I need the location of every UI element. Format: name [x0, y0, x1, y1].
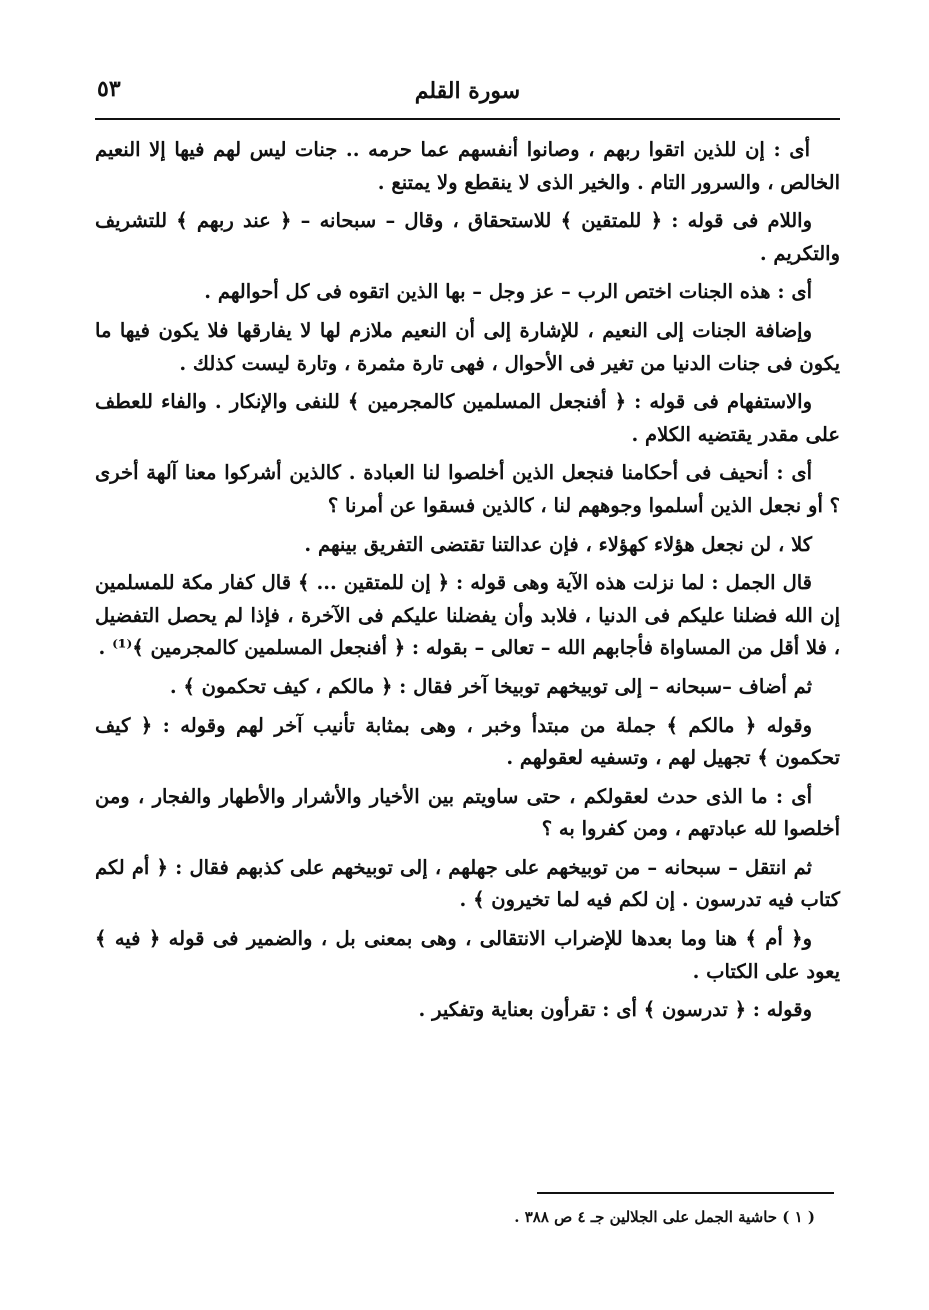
paragraph: أى : هذه الجنات اختص الرب – عز وجل – بها الذين اتقوه فى كل أحوالهم .: [204, 280, 812, 304]
paragraph: أى : إن للذين اتقوا ربهم ، وصانوا أنفسهم عما حرمه .. جنات ليس لهم فيها إلا النعيم الخالص ، والسرور التام . والخير الذى لا ينقطع ولا يمتنع .: [95, 138, 840, 194]
page-header: [95, 72, 840, 116]
paragraph: واللام فى قوله : ﴿ للمتقين ﴾ للاستحقاق ، وقال – سبحانه – ﴿ عند ربهم ﴾ للتشريف والتكريم .: [95, 209, 840, 265]
paragraph: أى : أنحيف فى أحكامنا فنجعل الذين أخلصوا لنا العبادة . كالذين أشركوا معنا آلهة أخرى ؟ أو نجعل الذين أسلموا وجوههم لنا ، كالذين فسقوا عن أمرنا ؟: [95, 461, 840, 517]
paragraph: والاستفهام فى قوله : ﴿ أفنجعل المسلمين كالمجرمين ﴾ للنفى والإنكار . والفاء للعطف على مقدر يقتضيه الكلام .: [95, 390, 840, 446]
body-text: [95, 134, 840, 1033]
footnote-rule: [537, 1192, 834, 1194]
header-rule: [95, 118, 840, 120]
page-number: ٥٣: [97, 76, 121, 102]
paragraph: ثم أضاف –سبحانه – إلى توبيخهم توبيخا آخر فقال : ﴿ مالكم ، كيف تحكمون ﴾ .: [169, 674, 812, 698]
paragraph: وقوله ﴿ مالكم ﴾ جملة من مبتدأ وخبر ، وهى بمثابة تأنيب آخر لهم وقوله : ﴿ كيف تحكمون ﴾ تجهيل لهم ، وتسفيه لعقولهم .: [95, 713, 840, 770]
paragraph: و﴿ أم ﴾ هنا وما بعدها للإضراب الانتقالى ، وهى بمعنى بل ، والضمير فى قوله ﴿ فيه ﴾ يعود على الكتاب .: [95, 927, 840, 983]
paragraph: كلا ، لن نجعل هؤلاء كهؤلاء ، فإن عدالتنا تقتضى التفريق بينهم .: [304, 532, 812, 556]
paragraph: أى : ما الذى حدث لعقولكم ، حتى ساويتم بين الأخيار والأشرار والأطهار والفجار ، ومن أخلصوا لله عبادتهم ، ومن كفروا به ؟: [95, 784, 840, 841]
footnote: ( ١ ) حاشية الجمل على الجلالين جـ ٤ ص ٣٨٨ .: [514, 1208, 815, 1226]
running-title: سورة القلم: [414, 78, 521, 104]
paragraph: ثم انتقل – سبحانه – من توبيخهم على جهلهم ، إلى توبيخهم على كذبهم فقال : ﴿ أم لكم كتاب فيه تدرسون . إن لكم فيه لما تخيرون ﴾ .: [95, 855, 840, 912]
paragraph: قال الجمل : لما نزلت هذه الآية وهى قوله : ﴿ إن للمتقين ... ﴾ قال كفار مكة للمسلمين إن الله فضلنا عليكم فى الدنيا ، فلابد وأن يفضلنا عليكم فى الآخرة ، فإذا لم يحصل التفضيل ، فلا أقل من المساواة فأجابهم الله – تعالى – بقوله : ﴿ أفنجعل المسلمين كالمجرمين ﴾⁽¹⁾ .: [95, 571, 840, 660]
paragraph: وقوله : ﴿ تدرسون ﴾ أى : تقرأون بعناية وتفكير .: [418, 998, 812, 1022]
paragraph: وإضافة الجنات إلى النعيم ، للإشارة إلى أن النعيم ملازم لها لا يفارقها فلا يكون فيها ما يكون فى جنات الدنيا من تغير فى الأحوال ، فهى تارة مثمرة ، وتارة ليست كذلك .: [95, 318, 840, 375]
